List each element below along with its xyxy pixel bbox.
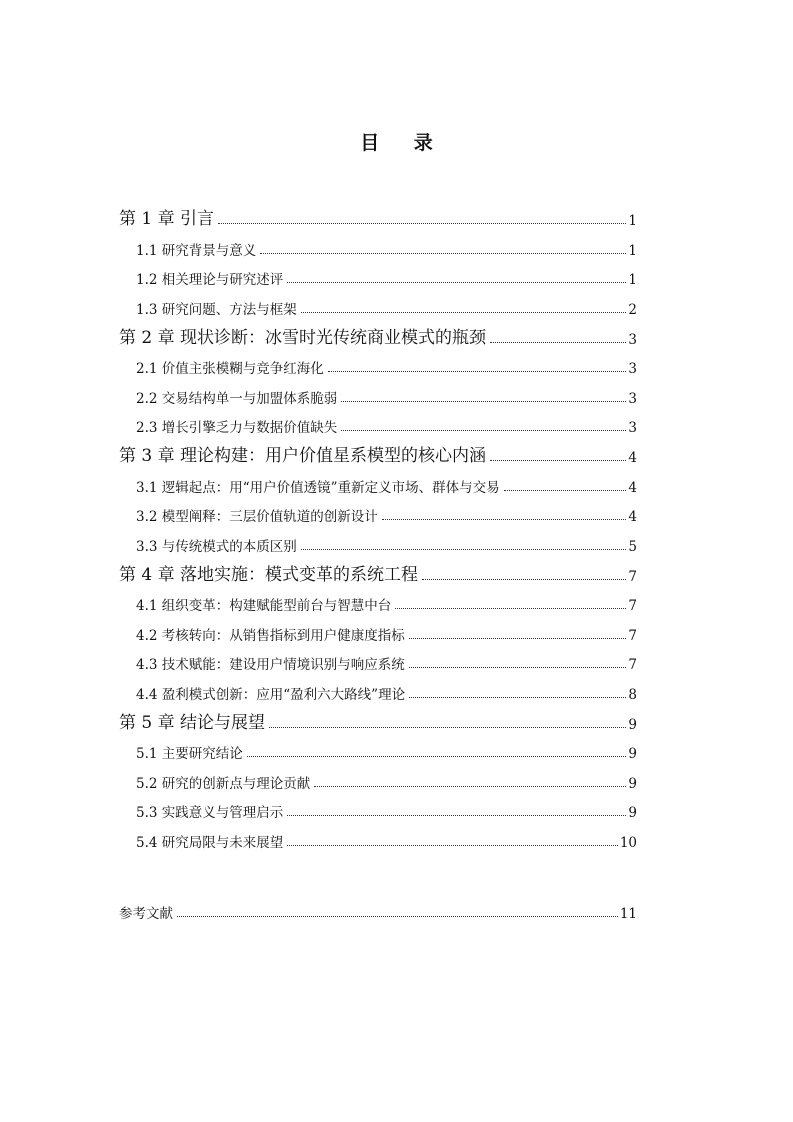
toc-entry-section[interactable]: [119, 229, 637, 259]
toc-entry-label: 5.2 研究的创新点与理论贡献: [136, 775, 311, 792]
toc-page-number: 3: [628, 420, 637, 436]
toc-entry-section[interactable]: [119, 525, 637, 555]
toc-page-number: 3: [628, 390, 637, 407]
toc-page-number: 5: [628, 538, 637, 555]
toc-entry-section[interactable]: [119, 377, 637, 407]
toc-page-number: 9: [628, 746, 637, 762]
toc-entry-label: 1.2 相关理论与研究述评: [136, 272, 284, 288]
dot-leader: [301, 312, 627, 313]
dot-leader: [301, 549, 627, 550]
toc-entry-section[interactable]: [119, 407, 637, 437]
toc-page-number: 8: [628, 686, 637, 703]
toc-page-number: 7: [628, 627, 637, 644]
toc-entry-label: 5.1 主要研究结论: [136, 746, 243, 762]
toc-entry-section[interactable]: [119, 496, 637, 526]
dot-leader: [409, 638, 627, 639]
toc-entry-label: 第 3 章 理论构建：用户价值星系模型的核心内涵: [119, 446, 487, 466]
dot-leader: [287, 845, 618, 846]
toc-entry-label: 3.2 模型阐释：三层价值轨道的创新设计: [136, 509, 378, 525]
dot-leader: [382, 519, 627, 520]
toc-entry-chapter[interactable]: [119, 318, 637, 348]
toc-entry-label: 2.1 价值主张模糊与竞争红海化: [136, 361, 324, 377]
toc-page-number: 4: [628, 479, 637, 496]
dot-leader: [341, 430, 626, 431]
toc-page-number: 3: [628, 331, 637, 348]
toc-entry-label: 第 2 章 现状诊断：冰雪时光传统商业模式的瓶颈: [119, 327, 487, 348]
toc-entry-section[interactable]: [119, 288, 637, 318]
toc-entry-section[interactable]: [119, 733, 637, 763]
toc-page-number: 4: [628, 509, 637, 525]
dot-leader: [269, 727, 626, 728]
dot-leader: [504, 490, 627, 491]
toc-title: 目 录: [360, 132, 447, 154]
toc-entry-section[interactable]: [119, 259, 637, 289]
dot-leader: [260, 253, 626, 254]
dot-leader: [328, 371, 627, 372]
toc-entry-label: 5.4 研究局限与未来展望: [136, 834, 284, 851]
toc-entry-label: 第 5 章 结论与展望: [119, 712, 266, 733]
toc-entry-section[interactable]: [119, 614, 637, 644]
toc-page-number: 1: [628, 272, 637, 288]
dot-leader: [287, 815, 626, 816]
toc-entry-label: 3.3 与传统模式的本质区别: [136, 538, 297, 555]
toc-entry-chapter[interactable]: [119, 436, 637, 466]
toc-entry-label: 参考文献: [119, 906, 173, 922]
toc-entry-label: 2.2 交易结构单一与加盟体系脆弱: [136, 390, 338, 407]
dot-leader: [314, 786, 626, 787]
dot-leader: [490, 460, 626, 461]
table-of-contents: [119, 199, 637, 922]
toc-page-number: 2: [628, 301, 637, 318]
toc-page-number: 9: [628, 716, 637, 733]
toc-entry-chapter[interactable]: [119, 199, 637, 229]
toc-entry-section[interactable]: [119, 585, 637, 615]
toc-entry-label: 5.3 实践意义与管理启示: [136, 805, 284, 821]
toc-entry-label: 1.1 研究背景与意义: [136, 242, 257, 259]
toc-entry-label: 2.3 增长引擎乏力与数据价值缺失: [136, 420, 338, 436]
dot-leader: [422, 579, 626, 580]
toc-page-number: 1: [628, 213, 637, 229]
toc-entry-ref[interactable]: [119, 893, 637, 923]
toc-page-number: 4: [628, 450, 637, 466]
toc-entry-label: 4.3 技术赋能：建设用户情境识别与响应系统: [136, 657, 405, 673]
dot-leader: [409, 697, 626, 698]
dot-leader: [395, 608, 626, 609]
toc-page-number: 11: [619, 906, 637, 922]
dot-leader: [341, 401, 626, 402]
toc-entry-section[interactable]: [119, 644, 637, 674]
toc-page-number: 7: [628, 598, 637, 614]
toc-entry-chapter[interactable]: [119, 703, 637, 733]
toc-page-number: 7: [628, 657, 637, 673]
toc-page-number: 7: [628, 568, 637, 585]
toc-entry-label: 3.1 逻辑起点：用“用户价值透镜”重新定义市场、群体与交易: [136, 479, 500, 496]
dot-leader: [218, 223, 626, 224]
dot-leader: [287, 282, 626, 283]
toc-entry-label: 第 1 章 引言: [119, 209, 215, 229]
toc-entry-label: 4.1 组织变革：构建赋能型前台与智慧中台: [136, 598, 392, 614]
toc-page-number: 3: [628, 361, 637, 377]
dot-leader: [490, 342, 626, 343]
toc-page-number: 1: [628, 242, 637, 259]
toc-entry-section[interactable]: [119, 762, 637, 792]
toc-entry-label: 4.4 盈利模式创新：应用“盈利六大路线”理论: [136, 686, 406, 703]
toc-entry-label: 1.3 研究问题、方法与框架: [136, 301, 297, 318]
toc-entry-section[interactable]: [119, 821, 637, 851]
toc-entry-chapter[interactable]: [119, 555, 637, 585]
toc-entry-section[interactable]: [119, 466, 637, 496]
toc-entry-section[interactable]: [119, 673, 637, 703]
toc-entry-section[interactable]: [119, 348, 637, 378]
toc-entry-label: 第 4 章 落地实施：模式变革的系统工程: [119, 564, 419, 585]
dot-leader: [177, 916, 618, 917]
dot-leader: [409, 667, 627, 668]
dot-leader: [247, 756, 627, 757]
toc-page-number: 9: [628, 805, 637, 821]
toc-entry-label: 4.2 考核转向：从销售指标到用户健康度指标: [136, 627, 405, 644]
toc-page-number: 9: [628, 775, 637, 792]
toc-entry-section[interactable]: [119, 792, 637, 822]
toc-page-number: 10: [619, 834, 637, 851]
